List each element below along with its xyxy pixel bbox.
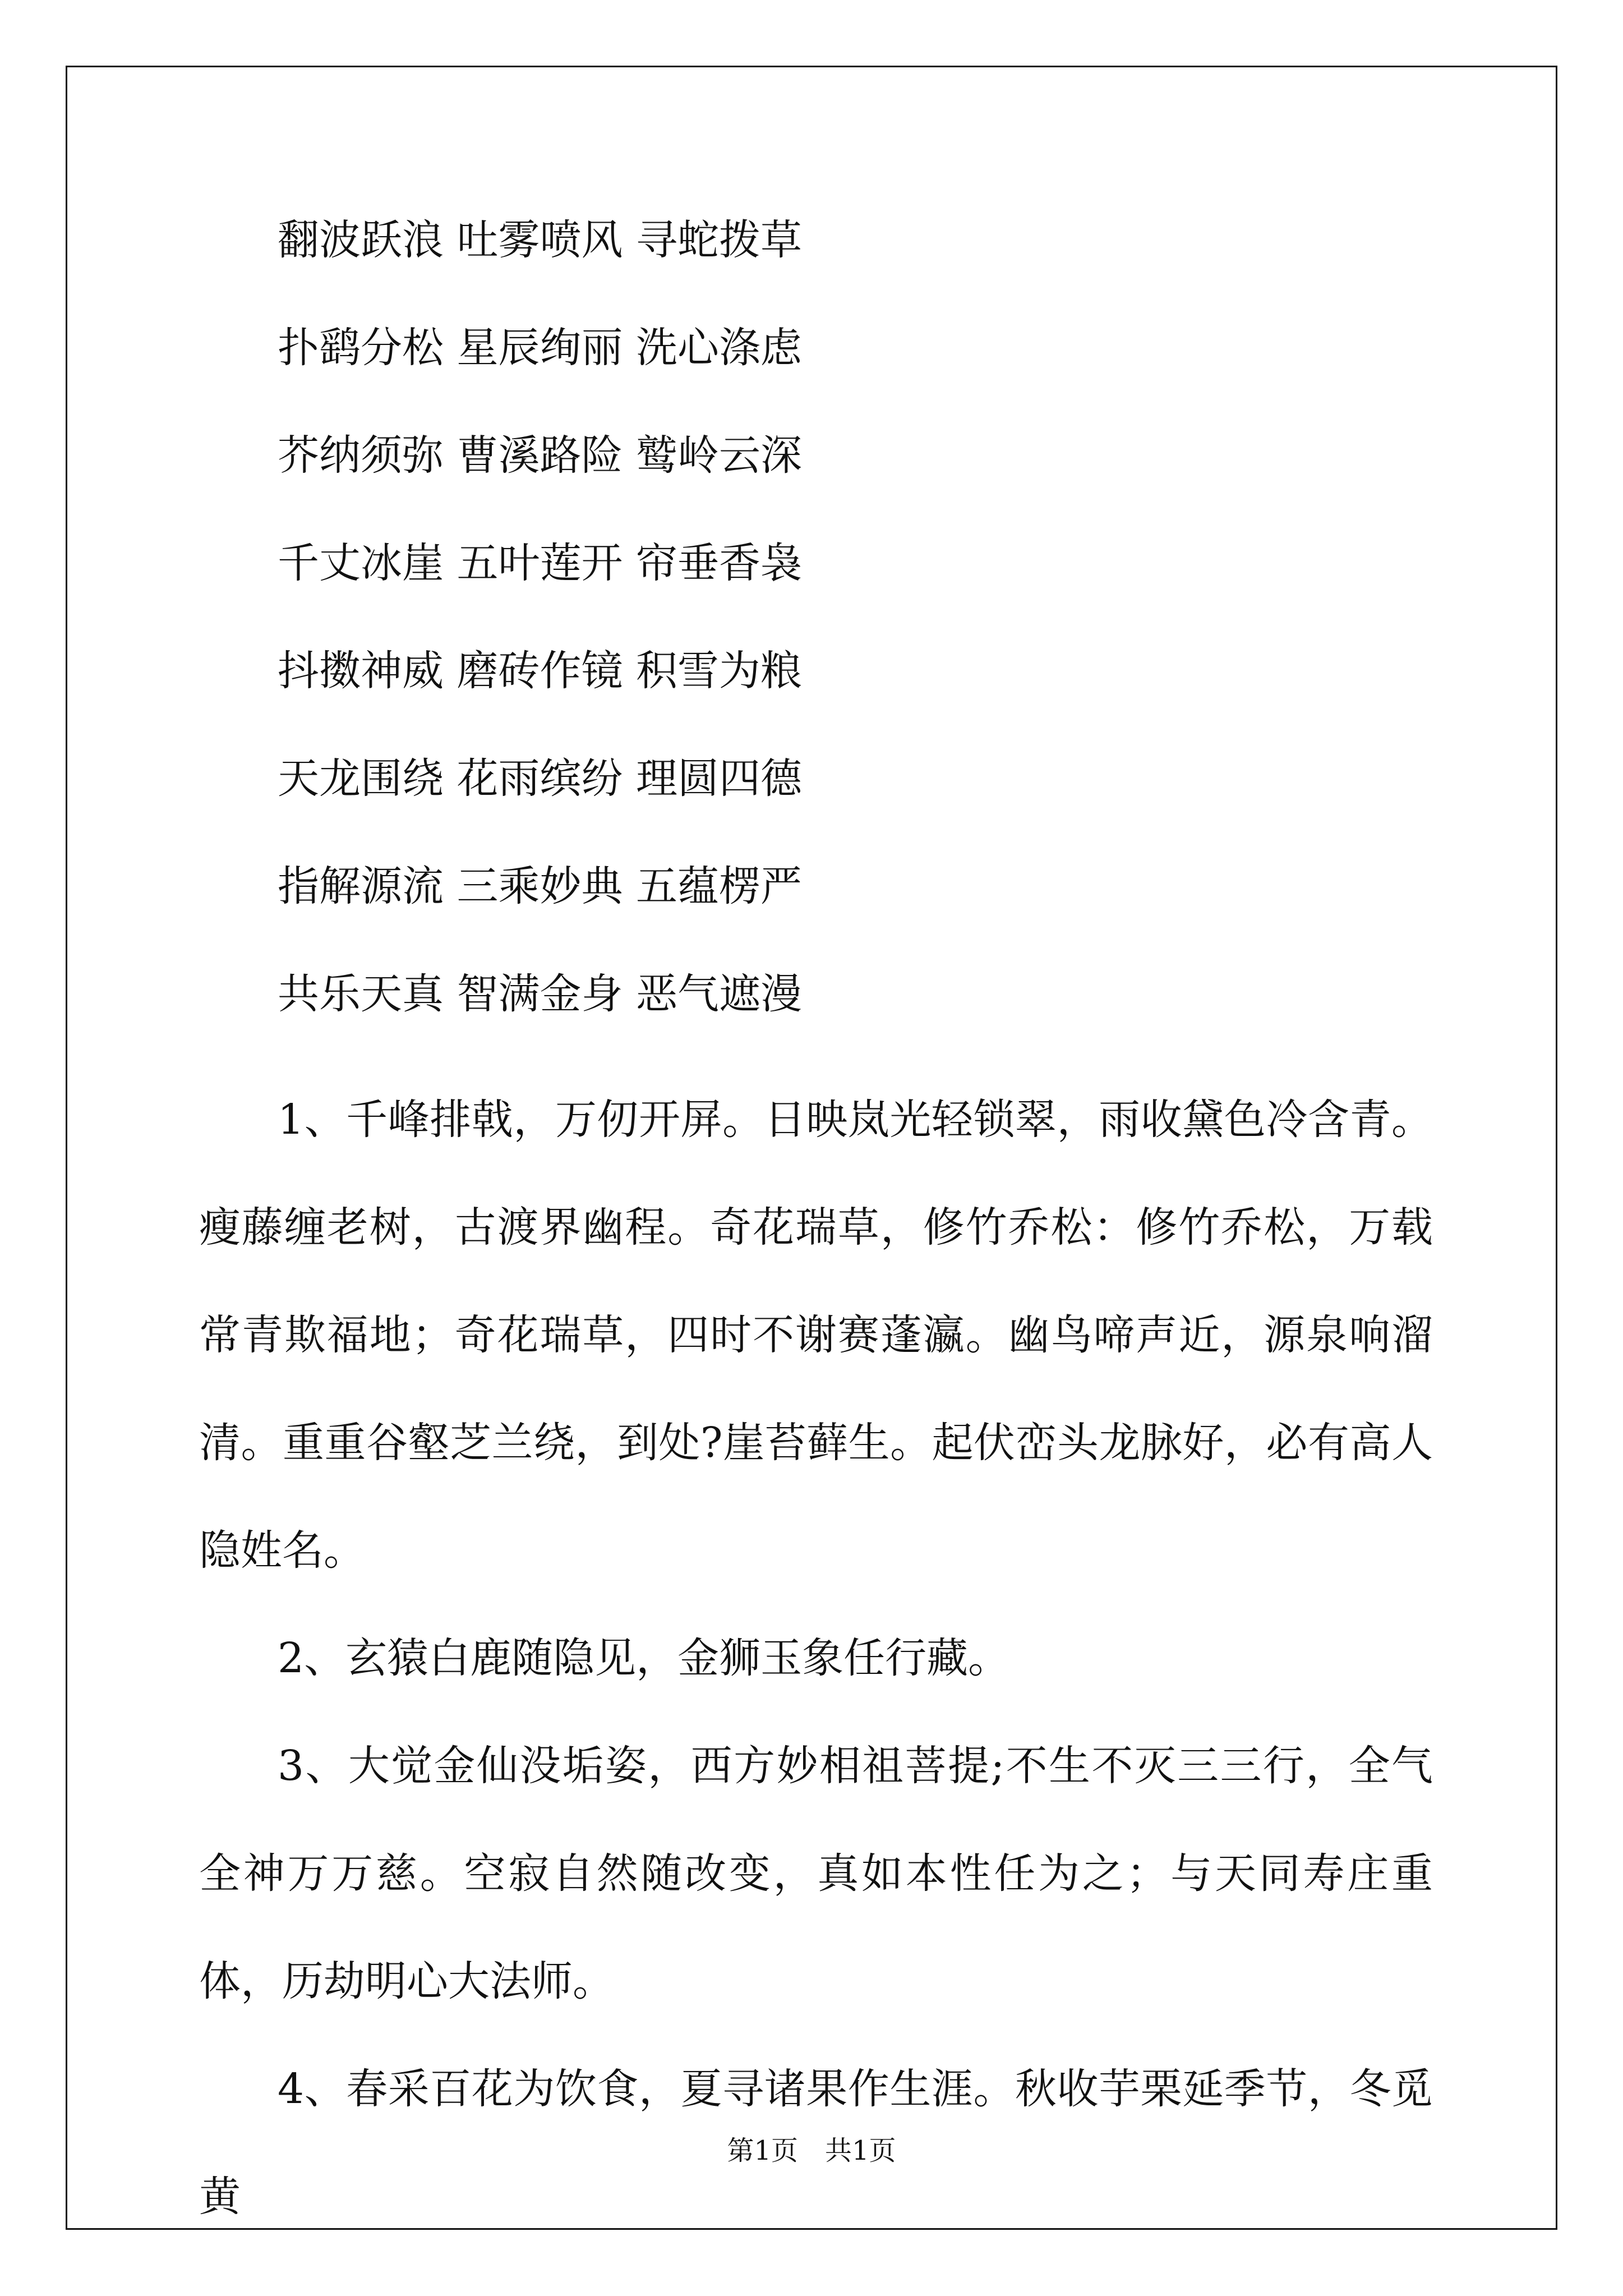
phrase-line: 共乐天真 智满金身 恶气遮漫 — [278, 970, 803, 1018]
phrase-list — [199, 213, 1433, 1021]
poem-paragraphs — [199, 1066, 1433, 2251]
page-footer: 第1页 共1页 — [727, 2135, 896, 2166]
paragraph-1: 1、千峰排戟，万仞开屏。日映岚光轻锁翠，雨收黛色冷含青。瘦藤缠老树，古渡界幽程。奇花瑞草，修竹乔松：修竹乔松，万载常青欺福地；奇花瑞草，四时不谢赛蓬瀛。幽鸟啼声近，源泉响溜清。重重谷壑芝兰绕，到处?崖苔藓生。起伏峦头龙脉好，必有高人隐姓名。 — [199, 1096, 1433, 1575]
paragraph-2: 2、玄猿白鹿随隐见，金狮玉象任行藏。 — [278, 1634, 1010, 1682]
phrase-line: 抖擞神威 磨砖作镜 积雪为粮 — [278, 647, 803, 695]
phrase-line: 翻波跃浪 吐雾喷风 寻蛇拨草 — [278, 216, 803, 264]
paragraph-3: 3、大觉金仙没垢姿，西方妙相祖菩提;不生不灭三三行，全气全神万万慈。空寂自然随改变，真如本性任为之；与天同寿庄重体，历劫明心大法师。 — [199, 1742, 1433, 2005]
phrase-line: 指解源流 三乘妙典 五蕴楞严 — [278, 862, 803, 910]
paragraph-4: 4、春采百花为饮食，夏寻诸果作生涯。秋收芋栗延季节，冬觅黄 — [199, 2065, 1433, 2221]
phrase-line: 天龙围绕 花雨缤纷 理圆四德 — [278, 754, 803, 803]
phrase-line: 芥纳须弥 曹溪路险 鹫岭云深 — [278, 431, 803, 480]
phrase-line: 扑鹞分松 星辰绚丽 洗心涤虑 — [278, 324, 803, 372]
phrase-line: 千丈冰崖 五叶莲开 帘垂香袅 — [278, 539, 803, 587]
